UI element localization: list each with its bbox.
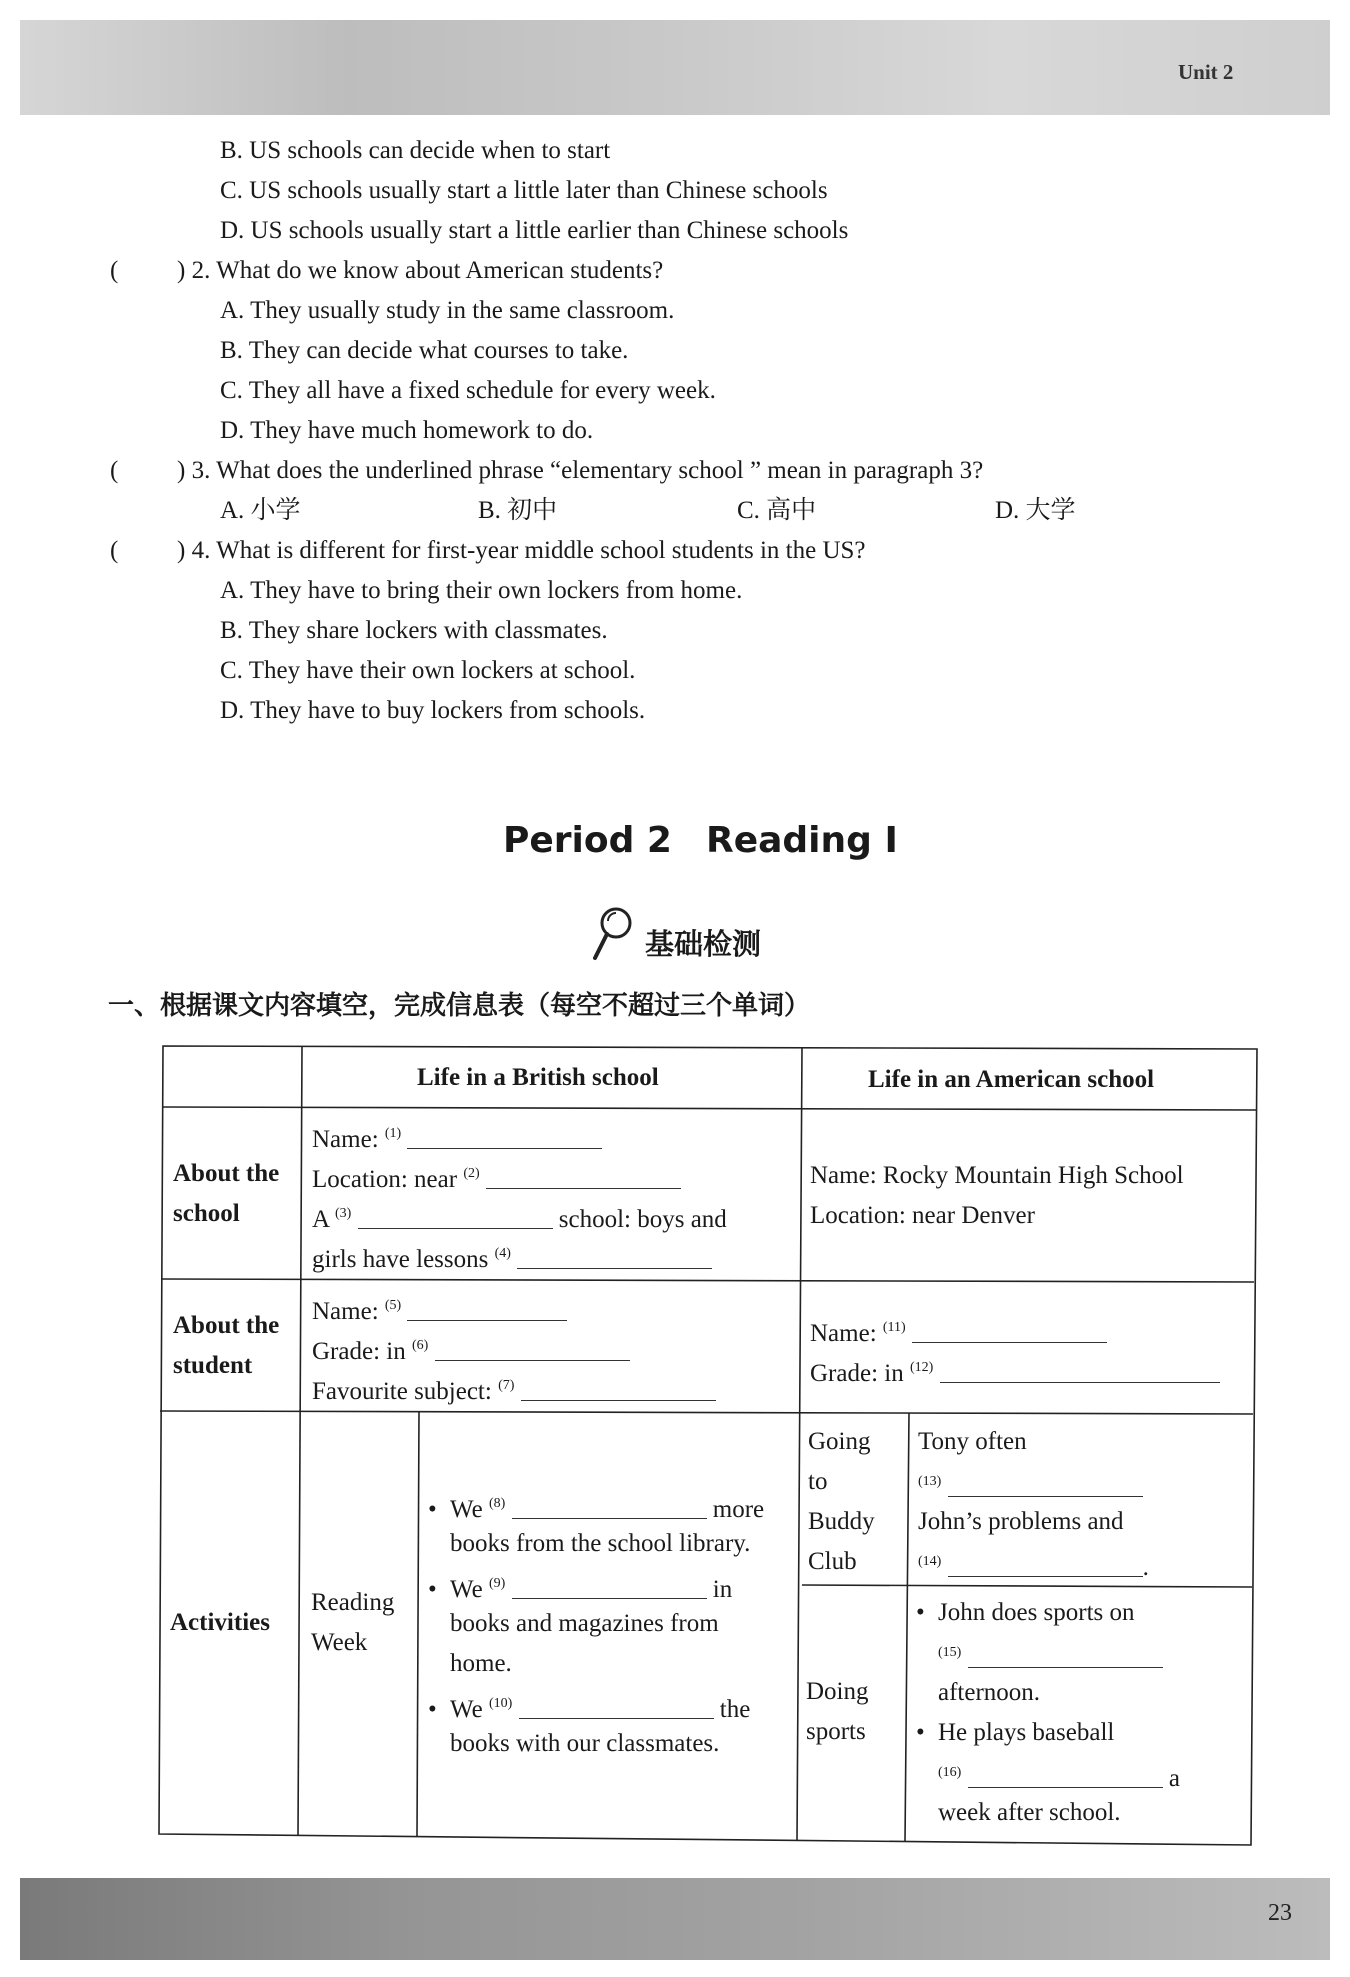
buddy-club-label-line1: Going <box>808 1428 871 1455</box>
buddy-club-tony: Tony often <box>918 1428 1027 1455</box>
label-favourite-subject: Favourite subject: <box>312 1378 492 1405</box>
label-name: Name: <box>810 1320 877 1347</box>
q2-option-a: A. They usually study in the same classroom. <box>220 297 675 324</box>
section-heading: 基础检测 <box>645 927 762 961</box>
american-school-name: Name: Rocky Mountain High School <box>810 1162 1184 1189</box>
label-grade: Grade: in <box>810 1360 904 1387</box>
q1-option-b: B. US schools can decide when to start <box>220 137 611 164</box>
american-school-location: Location: near Denver <box>810 1202 1035 1229</box>
q2-option-d: D. They have much homework to do. <box>220 417 594 444</box>
reading-week-label-line2: Week <box>311 1629 368 1656</box>
sports-item-2 <box>916 1713 1114 1753</box>
label-we: We <box>450 1496 483 1523</box>
blank-1[interactable] <box>407 1126 602 1149</box>
row-label-student-line1: About the <box>173 1312 280 1339</box>
blank-number: (9) <box>488 1576 506 1591</box>
blank-4[interactable] <box>517 1246 712 1269</box>
blank-number: (16) <box>938 1765 962 1780</box>
blank-5[interactable] <box>407 1298 567 1321</box>
q4-option-c: C. They have their own lockers at school. <box>220 657 636 684</box>
sports-item-1-cont: afternoon. <box>938 1679 1041 1706</box>
blank-3[interactable] <box>358 1206 553 1229</box>
row-label-school-line1: About the <box>173 1160 280 1187</box>
q3-option-a: A. 小学 <box>220 497 301 524</box>
row-label-school-line2: school <box>173 1200 240 1227</box>
blank-9[interactable] <box>512 1576 707 1599</box>
blank-number: (7) <box>498 1378 515 1393</box>
buddy-club-label-line2: to <box>808 1468 828 1495</box>
bullet: • <box>916 1719 925 1746</box>
q3-stem: ) 3. What does the underlined phrase “elementary school ” mean in paragraph 3? <box>177 457 984 484</box>
header-british-school: Life in a British school <box>417 1064 659 1091</box>
blank-15[interactable] <box>968 1645 1163 1668</box>
reading-week-item-2-cont2: home. <box>450 1650 512 1677</box>
buddy-club-blank-14-line <box>918 1542 1149 1588</box>
blank-13[interactable] <box>948 1474 1143 1497</box>
american-student-grade-line <box>810 1348 1220 1394</box>
sports-item-2-cont: week after school. <box>938 1799 1121 1826</box>
sports-label-line1: Doing <box>806 1678 869 1705</box>
british-student-subject-line <box>312 1366 716 1412</box>
label-in: in <box>712 1576 733 1603</box>
q2-option-b: B. They can decide what courses to take. <box>220 337 629 364</box>
label-more: more <box>712 1496 765 1523</box>
unit-label: Unit 2 <box>1178 60 1234 84</box>
sports-label-line2: sports <box>806 1718 866 1745</box>
label-a: a <box>1168 1765 1180 1792</box>
blank-14[interactable] <box>948 1554 1143 1577</box>
reading-week-label-line1: Reading <box>311 1589 395 1616</box>
label-school-boys: school: boys and <box>558 1206 727 1233</box>
q1-option-c: C. US schools usually start a little later than Chinese schools <box>220 177 828 204</box>
buddy-club-label-line3: Buddy <box>808 1508 875 1535</box>
british-school-lessons-line <box>312 1234 712 1280</box>
blank-number: (3) <box>334 1206 352 1221</box>
blank-number: (15) <box>938 1645 962 1660</box>
blank-number: (1) <box>384 1126 402 1141</box>
label-the: the <box>719 1696 751 1723</box>
blank-number: (8) <box>488 1496 506 1511</box>
buddy-club-john: John’s problems and <box>918 1508 1124 1535</box>
label-baseball: He plays baseball <box>938 1719 1115 1746</box>
row-label-student-line2: student <box>173 1352 253 1379</box>
q2-option-c: C. They all have a fixed schedule for every week. <box>220 377 716 404</box>
period-lesson: Reading I <box>705 820 898 861</box>
label-name: Name: <box>312 1298 379 1325</box>
blank-7[interactable] <box>521 1378 716 1401</box>
blank-number: (2) <box>463 1166 480 1181</box>
q4-option-d: D. They have to buy lockers from schools. <box>220 697 646 724</box>
blank-6[interactable] <box>435 1338 630 1361</box>
label-name: Name: <box>312 1126 379 1153</box>
bullet: • <box>428 1496 437 1523</box>
blank-number: (12) <box>909 1360 934 1375</box>
label-john-sports: John does sports on <box>938 1599 1135 1626</box>
label-a: A <box>312 1206 329 1233</box>
label-we: We <box>450 1576 483 1603</box>
q2-stem: ) 2. What do we know about American students? <box>177 257 664 284</box>
blank-number: (14) <box>918 1554 942 1569</box>
blank-2[interactable] <box>486 1166 681 1189</box>
q4-answer-paren[interactable]: ( <box>110 537 119 564</box>
bullet: • <box>916 1599 925 1626</box>
blank-number: (13) <box>918 1474 942 1489</box>
bullet: • <box>428 1576 437 1603</box>
label-location: Location: near <box>312 1166 458 1193</box>
blank-11[interactable] <box>912 1320 1107 1343</box>
blank-number: (4) <box>494 1246 511 1261</box>
reading-week-item-1-cont: books from the school library. <box>450 1530 751 1557</box>
label-grade: Grade: in <box>312 1338 406 1365</box>
blank-10[interactable] <box>519 1696 714 1719</box>
q3-option-c: C. 高中 <box>737 497 817 524</box>
q4-option-a: A. They have to bring their own lockers from home. <box>220 577 743 604</box>
q1-option-d: D. US schools usually start a little earlier than Chinese schools <box>220 217 849 244</box>
bullet: • <box>428 1696 437 1723</box>
page-number: 23 <box>1268 1900 1292 1926</box>
header-american-school: Life in an American school <box>868 1066 1155 1093</box>
q2-answer-paren[interactable]: ( <box>110 257 119 284</box>
label-we: We <box>450 1696 483 1723</box>
blank-16[interactable] <box>968 1765 1163 1788</box>
reading-week-item-2-cont: books and magazines from <box>450 1610 719 1637</box>
task-instruction: 一、根据课文内容填空，完成信息表（每空不超过三个单词） <box>108 991 811 1021</box>
blank-number: (10) <box>488 1696 513 1711</box>
blank-8[interactable] <box>512 1496 707 1519</box>
q3-option-d: D. 大学 <box>995 497 1076 524</box>
q4-option-b: B. They share lockers with classmates. <box>220 617 608 644</box>
period-number: Period 2 <box>503 820 672 861</box>
blank-number: (6) <box>411 1338 429 1353</box>
row-label-activities: Activities <box>170 1609 270 1636</box>
q3-answer-paren[interactable]: ( <box>110 457 119 484</box>
label-girls-lessons: girls have lessons <box>312 1246 489 1273</box>
blank-number: (11) <box>882 1320 906 1335</box>
q3-option-b: B. 初中 <box>478 497 558 524</box>
blank-number: (5) <box>384 1298 402 1313</box>
blank-12[interactable] <box>940 1360 1220 1383</box>
q4-stem: ) 4. What is different for first-year middle school students in the US? <box>177 537 866 564</box>
sports-item-1 <box>916 1593 1135 1633</box>
label-period: . <box>1142 1554 1149 1581</box>
reading-week-item-3-cont: books with our classmates. <box>450 1730 720 1757</box>
buddy-club-label-line4: Club <box>808 1548 857 1575</box>
